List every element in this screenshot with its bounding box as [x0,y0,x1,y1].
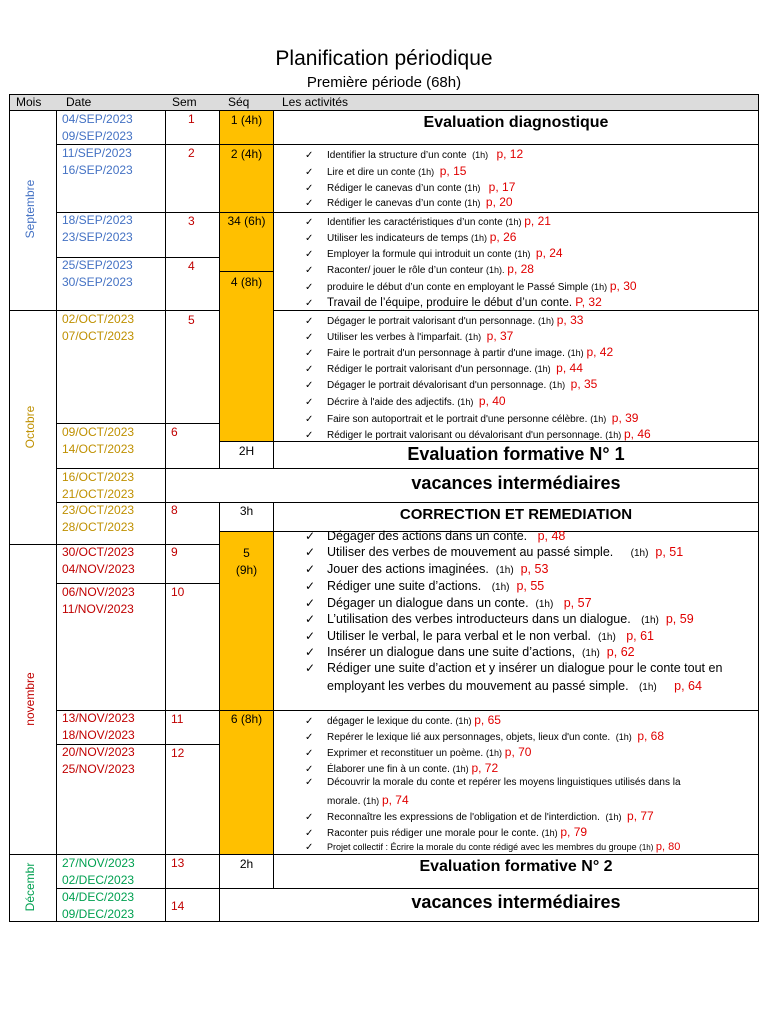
date-range: 04/SEP/2023 09/SEP/2023 [62,112,133,143]
sequence-label: 2H [238,444,255,458]
activity-item: ✓ Lire et dire un conte (1h) p, 15 [305,164,467,178]
activity-item: ✓ Rédiger le canevas d’un conte (1h) p, 17 [305,180,516,194]
week-number: 14 [171,899,185,913]
date-range: 23/OCT/2023 28/OCT/2023 [62,503,135,534]
month-november: novembre [23,672,37,726]
activity-item: ✓ Reconnaître les expressions de l'obligation et de l'interdiction. (1h) p, 77 [305,809,654,823]
activity-item: ✓ Jouer des actions imaginées. (1h) p, 53 [305,562,549,576]
week-number: 3 [188,214,195,228]
date-range: 16/OCT/2023 21/OCT/2023 [62,470,135,501]
sequence-label: 34 (6h) [227,214,266,228]
seq-cell [219,271,274,442]
activity-item: ✓ Utiliser le verbal, le para verbal et le non verbal. (1h) p, 61 [305,629,655,643]
activity-item: ✓ Insérer un dialogue dans une suite d’actions, (1h) p, 62 [305,645,635,659]
header-seq: Séq [228,95,250,109]
activity-item: ✓ Travail de l’équipe, produire le début d’un conte. P, 32 [305,295,602,309]
activity-item: ✓ Décrire à l'aide des adjectifs. (1h) p, 40 [305,394,506,408]
page-title: Planification périodique [275,47,493,70]
week-number: 6 [171,425,178,439]
activity-item: ✓ Rédiger le canevas d’un conte (1h) p, 20 [305,195,513,209]
activity-item: ✓ Rédiger une suite d’actions. (1h) p, 55 [305,579,545,593]
date-range: 25/SEP/2023 30/SEP/2023 [62,258,133,289]
banner-evaluation-formative-1: Evaluation formative N° 1 [407,444,625,464]
week-number: 12 [171,746,185,760]
sequence-label: 2h [239,857,254,871]
month-october: Octobre [23,405,37,449]
date-range: 09/OCT/2023 14/OCT/2023 [62,425,135,456]
activity-item: ✓ Dégager un dialogue dans un conte. (1h) p, 57 [305,596,592,610]
activity-item: ✓ Faire le portrait d'un personnage à partir d'une image. (1h) p, 42 [305,345,614,359]
header-activities: Les activités [282,95,349,109]
sequence-label: 2 (4h) [230,147,263,161]
activity-item: ✓ Élaborer une fin à un conte. (1h) p, 72 [305,761,499,775]
activity-item: ✓ Rédiger le portrait valorisant d'un personnage. (1h) p, 44 [305,361,583,375]
activity-item: ✓ Dégager des actions dans un conte. p, 48 [305,529,566,543]
banner-vacances-1: vacances intermédiaires [411,473,621,493]
sequence-label: 1 (4h) [230,113,263,127]
date-range: 04/DEC/2023 09/DEC/2023 [62,890,135,921]
sequence-label: 5 [243,546,250,560]
sem-cell [165,744,220,855]
activity-item: ✓ Repérer le lexique lié aux personnages, objets, lieux d'un conte. (1h) p, 68 [305,729,665,743]
date-range: 30/OCT/2023 04/NOV/2023 [62,545,135,576]
week-number: 1 [188,112,195,126]
header-date: Date [66,95,92,109]
banner-vacances-2: vacances intermédiaires [411,892,621,912]
sem-cell [165,310,220,424]
activity-item: ✓ Utiliser les indicateurs de temps (1h) p, 26 [305,230,517,244]
week-number: 2 [188,146,195,160]
month-september: Septembre [23,179,37,239]
activity-item: ✓ dégager le lexique du conte. (1h) p, 65 [305,713,501,727]
week-number: 9 [171,545,178,559]
week-number: 13 [171,856,185,870]
activity-item: ✓ Identifier les caractéristiques d’un conte (1h) p, 21 [305,214,551,228]
date-range: 20/NOV/2023 25/NOV/2023 [62,745,135,776]
table-header [9,94,759,111]
date-range: 18/SEP/2023 23/SEP/2023 [62,213,133,244]
activity-item: ✓ Identifier la structure d’un conte (1h) p, 12 [305,147,524,161]
seq-cell [219,710,274,855]
date-range: 11/SEP/2023 16/SEP/2023 [62,146,133,177]
sequence-label: (9h) [235,563,258,577]
banner-evaluation-diagnostique: Evaluation diagnostique [423,114,609,131]
activity-item: ✓ Faire son autoportrait et le portrait d'une personne célèbre. (1h) p, 39 [305,411,639,425]
date-range: 13/NOV/2023 18/NOV/2023 [62,711,135,742]
activity-item: ✓ Dégager le portrait dévalorisant d'un personnage. (1h) p, 35 [305,377,598,391]
sequence-label: 6 (8h) [230,712,263,726]
week-number: 8 [171,503,178,517]
activity-item: ✓ Utiliser les verbes à l'imparfait. (1h) p, 37 [305,329,514,343]
activity-item: ✓ Projet collectif : Écrire la morale du conte rédigé avec les membres du groupe (1h) p, 80 [305,841,681,853]
activity-item: ✓ Exprimer et reconstituer un poème. (1h) p, 70 [305,745,532,759]
week-number: 10 [171,585,185,599]
sequence-label: 4 (8h) [230,275,263,289]
month-december: Décembr [23,862,37,912]
activity-item: ✓ Raconter puis rédiger une morale pour le conte. (1h) p, 79 [305,825,588,839]
activity-item: ✓ L’utilisation des verbes introducteurs dans un dialogue. (1h) p, 59 [305,612,694,626]
week-number: 11 [171,712,184,726]
activity-item: ✓ Employer la formule qui introduit un conte (1h) p, 24 [305,246,563,260]
activity-item: ✓ Utiliser des verbes de mouvement au passé simple. (1h) p, 51 [305,545,684,559]
header-mois: Mois [16,95,42,109]
activity-item: ✓ Raconter/ jouer le rôle d’un conteur (1h). p, 28 [305,262,534,276]
activity-item-continuation: employant les verbes du mouvement au passé simple. (1h) p, 64 [327,679,702,693]
date-range: 27/NOV/2023 02/DEC/2023 [62,856,135,887]
banner-correction: CORRECTION ET REMEDIATION [399,506,633,523]
sequence-label: 3h [239,504,254,518]
page-subtitle: Première période (68h) [306,74,462,91]
week-number: 5 [188,313,195,327]
sem-cell [165,583,220,711]
header-sem: Sem [172,95,197,109]
banner-evaluation-formative-2: Evaluation formative N° 2 [419,858,613,875]
week-number: 4 [188,259,195,273]
activity-item: ✓ Découvrir la morale du conte et repérer les moyens linguistiques utilisés dans la [305,777,681,788]
activity-item: ✓ Rédiger le portrait valorisant ou dévalorisant d'un personnage. (1h) p, 46 [305,427,651,441]
activity-item: ✓ Rédiger une suite d’action et y insérer un dialogue pour le conte tout en [305,661,723,675]
activity-item: ✓ produire le début d’un conte en employant le Passé Simple (1h) p, 30 [305,279,637,293]
activity-item-continuation: morale. (1h) p, 74 [327,793,409,807]
activity-item: ✓ Dégager le portrait valorisant d'un personnage. (1h) p, 33 [305,313,584,327]
date-range: 06/NOV/2023 11/NOV/2023 [62,585,135,616]
date-range: 02/OCT/2023 07/OCT/2023 [62,312,135,343]
